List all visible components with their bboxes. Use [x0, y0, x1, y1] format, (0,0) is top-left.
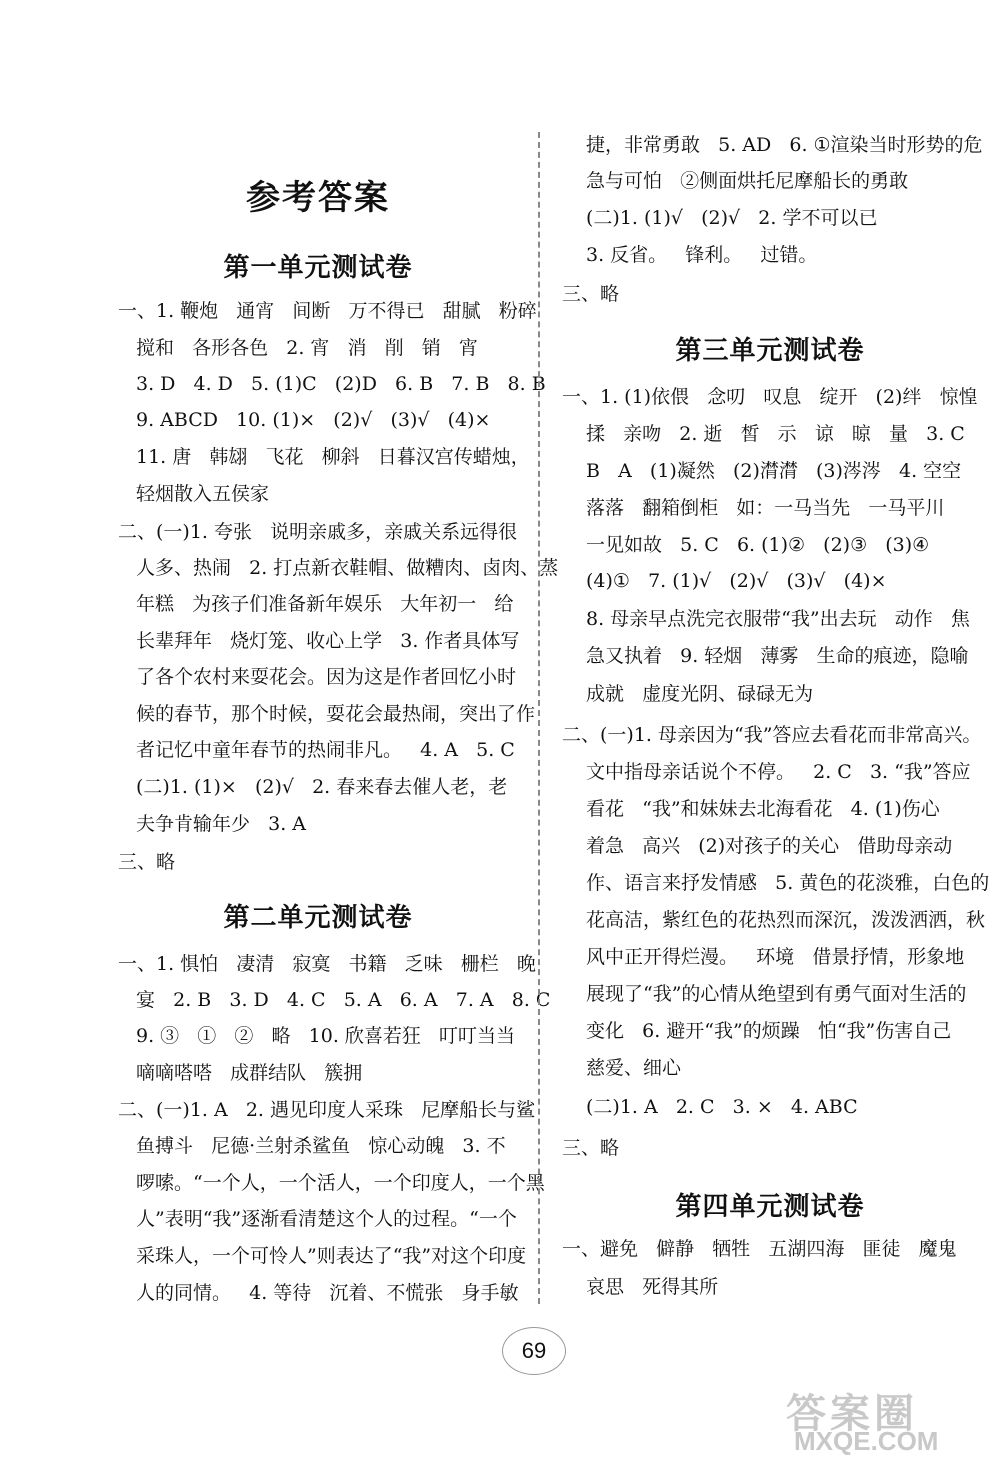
- answer-line: 鱼搏斗 尼德·兰射杀鲨鱼 惊心动魄 3. 不: [136, 1135, 506, 1157]
- answer-line: 三、略: [118, 851, 176, 873]
- answer-line: 一、1. (1)依偎 念叨 叹息 绽开 (2)绊 惊惶: [562, 386, 978, 408]
- answer-line: 啰嗦。“一个人，一个活人，一个印度人，一个黑: [136, 1172, 545, 1194]
- answer-line: 三、略: [562, 283, 620, 305]
- watermark-logo: [780, 1382, 980, 1458]
- section-title-unit-1: 第一单元测试卷: [223, 253, 413, 283]
- answer-line: 一、1. 鞭炮 通宵 间断 万不得已 甜腻 粉碎: [118, 300, 537, 322]
- answer-line: 风中正开得烂漫。 环境 借景抒情，形象地: [586, 946, 965, 968]
- answer-line: 落落 翻箱倒柜 如：一马当先 一马平川: [586, 497, 945, 519]
- watermark-text: 答案圈: [786, 1392, 918, 1436]
- answer-line: 人”表明“我”逐渐看清楚这个人的过程。“一个: [136, 1208, 517, 1230]
- answer-line: 急又执着 9. 轻烟 薄雾 生命的痕迹，隐喻: [586, 645, 969, 667]
- answer-line: 文中指母亲话说个不停。 2. C 3. “我”答应: [586, 761, 971, 783]
- answer-line: 8. 母亲早点洗完衣服带“我”出去玩 动作 焦: [586, 608, 970, 630]
- answer-line: 年糕 为孩子们准备新年娱乐 大年初一 给: [136, 593, 514, 615]
- answer-line: B A (1)凝然 (2)潸潸 (3)涔涔 4. 空空: [586, 460, 962, 482]
- answer-line: 二、(一)1. A 2. 遇见印度人采珠 尼摩船长与鲨: [118, 1099, 536, 1121]
- answer-line: 嘀嘀嗒嗒 成群结队 簇拥: [136, 1062, 363, 1084]
- answer-line: 人的同情。 4. 等待 沉着、不慌张 身手敏: [136, 1282, 519, 1304]
- answer-line: 9. ③ ① ② 略 10. 欣喜若狂 叮叮当当: [136, 1025, 516, 1047]
- answer-line: 11. 唐 韩翃 飞花 柳斜 日暮汉宫传蜡烛，: [136, 446, 530, 468]
- answer-line: 一见如故 5. C 6. (1)② (2)③ (3)④: [586, 534, 930, 556]
- answer-line: 一、避免 僻静 牺牲 五湖四海 匪徒 魔鬼: [562, 1238, 957, 1260]
- answer-line: 成就 虚度光阴、碌碌无为: [586, 683, 814, 705]
- column-divider: [538, 132, 540, 1304]
- answer-line: 采珠人，一个可怜人”则表达了“我”对这个印度: [136, 1245, 527, 1267]
- answer-line: 3. D 4. D 5. (1)C (2)D 6. B 7. B 8. B: [136, 373, 546, 395]
- answer-line: 急与可怕 ②侧面烘托尼摩船长的勇敢: [586, 170, 909, 192]
- answer-line: 着急 高兴 (2)对孩子的关心 借助母亲动: [586, 835, 953, 857]
- answer-line: 揉 亲吻 2. 逝 皙 示 谅 晾 量 3. C: [586, 423, 965, 445]
- section-title-unit-4: 第四单元测试卷: [675, 1192, 865, 1222]
- watermark-url: MXQE.COM: [794, 1426, 939, 1456]
- answer-line: 3. 反省。 锋利。 过错。: [586, 244, 818, 266]
- answer-line: 一、1. 惧怕 凄清 寂寞 书籍 乏味 栅栏 晚: [118, 953, 536, 975]
- answer-line: 作、语言来抒发情感 5. 黄色的花淡雅，白色的: [586, 872, 990, 894]
- answer-line: 看花 “我”和妹妹去北海看花 4. (1)伤心: [586, 798, 940, 820]
- answer-line: 轻烟散入五侯家: [136, 483, 270, 505]
- answer-line: 长辈拜年 烧灯笼、收心上学 3. 作者具体写: [136, 630, 520, 652]
- answer-line: (二)1. (1)× (2)√ 2. 春来春去催人老，老: [136, 776, 508, 798]
- answer-line: 三、略: [562, 1137, 620, 1159]
- section-title-unit-2: 第二单元测试卷: [223, 903, 413, 933]
- answer-line: 展现了“我”的心情从绝望到有勇气面对生活的: [586, 983, 967, 1005]
- answer-line: 人多、热闹 2. 打点新衣鞋帽、做糟肉、卤肉、蒸: [136, 557, 559, 579]
- answer-line: 搅和 各形各色 2. 宵 消 削 销 宵: [136, 337, 478, 359]
- answer-line: (二)1. A 2. C 3. × 4. ABC: [586, 1096, 858, 1118]
- page-title: 参考答案: [246, 178, 390, 218]
- answer-line: 候的春节，那个时候，耍花会最热闹，突出了作: [136, 703, 536, 725]
- answer-line: 了各个农村来耍花会。因为这是作者回忆小时: [136, 666, 517, 688]
- answer-line: (4)① 7. (1)√ (2)√ (3)√ (4)×: [586, 570, 887, 592]
- answer-line: 宴 2. B 3. D 4. C 5. A 6. A 7. A 8. C: [136, 989, 551, 1011]
- answer-line: 慈爱、细心: [586, 1057, 682, 1079]
- answer-line: 者记忆中童年春节的热闹非凡。 4. A 5. C: [136, 739, 515, 761]
- answer-line: 二、(一)1. 夸张 说明亲戚多，亲戚关系远得很: [118, 521, 518, 543]
- answer-line: 捷，非常勇敢 5. AD 6. ①渲染当时形势的危: [586, 134, 983, 156]
- answer-line: 花高洁，紫红色的花热烈而深沉，泼泼洒洒，秋: [586, 909, 986, 931]
- answer-line: 哀思 死得其所: [586, 1276, 719, 1298]
- section-title-unit-3: 第三单元测试卷: [675, 336, 865, 366]
- answer-line: 9. ABCD 10. (1)× (2)√ (3)√ (4)×: [136, 409, 491, 431]
- page-number: 69: [502, 1327, 566, 1375]
- answer-line: (二)1. (1)√ (2)√ 2. 学不可以已: [586, 207, 878, 229]
- answer-line: 二、(一)1. 母亲因为“我”答应去看花而非常高兴。: [562, 724, 982, 746]
- answer-line: 夫争肯输年少 3. A: [136, 813, 307, 835]
- answer-line: 变化 6. 避开“我”的烦躁 怕“我”伤害自己: [586, 1020, 952, 1042]
